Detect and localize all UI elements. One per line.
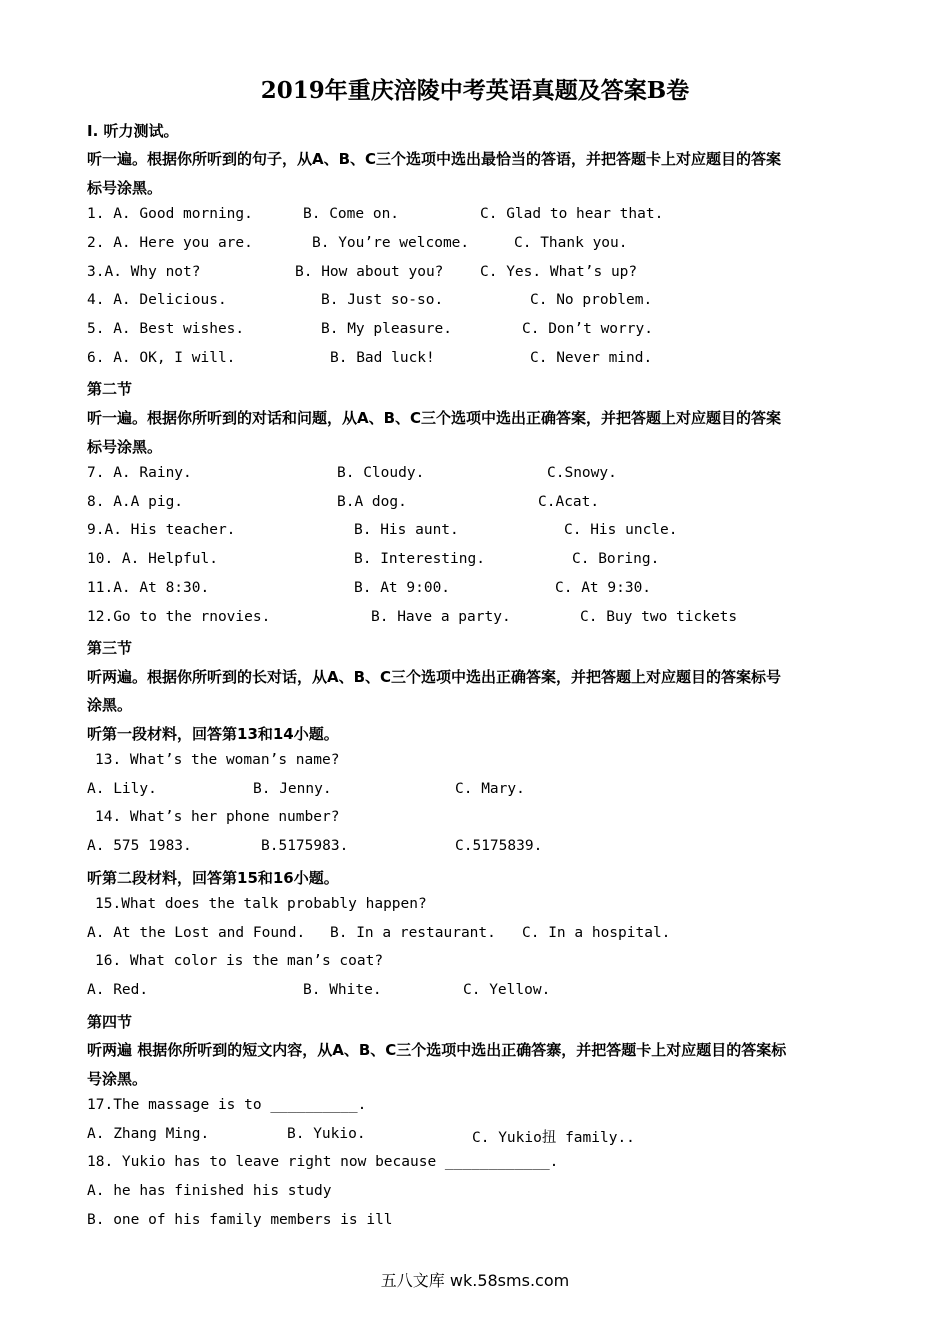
option-a: 8. A.A pig. [87,494,184,510]
option-b: B. His aunt. [354,522,459,538]
option-a: A. Lily. [87,781,157,797]
section4-instruction: 听两遍 根据你所听到的短文内容，从A、B、C三个选项中选出正确答寨，并把答题卡上对应题目的答案标 [87,1041,787,1059]
option-c: C.Snowy. [547,465,617,481]
option-a: 9.A. His teacher. [87,522,236,538]
question-14: 14. What’s her phone number? [95,809,340,825]
option-a: 3.A. Why not? [87,264,201,280]
option-a: 1. A. Good morning. [87,206,253,222]
option-a: 7. A. Rainy. [87,465,192,481]
option-a: 11.A. At 8:30. [87,580,210,596]
footer-watermark: 五八文库 wk.58sms.com [380,1271,570,1290]
option-a: A. Red. [87,982,149,998]
option-c: C. No problem. [530,292,653,308]
option-a: 2. A. Here you are. [87,235,253,251]
option-c: C. Yes. What’s up? [480,264,638,280]
material-2-heading: 听第二段材料，回答第15和16小题。 [87,869,339,887]
section2-instruction-cont: 标号涂黑。 [87,438,163,456]
question-16: 16. What color is the man’s coat? [95,953,384,969]
section4-instruction-cont: 号涂黑。 [87,1070,148,1088]
section1-heading: I. 听力测试。 [87,122,179,140]
option-c: C. Never mind. [530,350,653,366]
option-b: B. Just so-so. [321,292,444,308]
option-c: C. Boring. [572,551,660,567]
section1-instruction-cont: 标号涂黑。 [87,179,163,197]
section3-instruction-cont: 涂黑。 [87,696,133,714]
option-c: C. His uncle. [564,522,678,538]
option-a: 5. A. Best wishes. [87,321,245,337]
option-c: C. Buy two tickets [580,609,738,625]
section2-instruction: 听一遍。根据你所听到的对话和问题，从A、B、C三个选项中选出正确答案，并把答题上对应题目的答案 [87,409,782,427]
option-b: B. Interesting. [354,551,485,567]
option-a: A. At the Lost and Found. [87,925,306,941]
question-17: 17.The massage is to __________. [87,1097,367,1113]
question-18: 18. Yukio has to leave right now because ____________. [87,1154,559,1170]
section3-instruction: 听两遍。根据你所听到的长对话，从A、B、C三个选项中选出正确答案，并把答题上对应题目的答案标号 [87,668,782,686]
option-a: 12.Go to the rnovies. [87,609,271,625]
option-b: B. Have a party. [371,609,511,625]
question-13: 13. What’s the woman’s name? [95,752,340,768]
option-b: B. Come on. [303,206,400,222]
option-b: B.5175983. [261,838,349,854]
option-b: B. Cloudy. [337,465,425,481]
option-a: 6. A. OK, I will. [87,350,236,366]
option-c: C. In a hospital. [522,925,671,941]
page-title: 2019年重庆涪陵中考英语真题及答案B卷 [260,77,690,104]
option-a: 4. A. Delicious. [87,292,227,308]
material-1-heading: 听第一段材料，回答第13和14小题。 [87,725,339,743]
option-c: C. Yukio扭 family.. [472,1130,635,1146]
option-c: C. Don’t worry. [522,321,653,337]
option-b: B. one of his family members is ill [87,1212,393,1228]
option-b: B.A dog. [337,494,407,510]
option-c: C. Yellow. [463,982,551,998]
option-b: B. In a restaurant. [330,925,496,941]
option-b: B. Jenny. [253,781,332,797]
option-a: 10. A. Helpful. [87,551,218,567]
option-b: B. At 9:00. [354,580,451,596]
option-b: B. White. [303,982,382,998]
option-c: C. At 9:30. [555,580,652,596]
option-b: B. My pleasure. [321,321,452,337]
option-c: C. Glad to hear that. [480,206,664,222]
option-b: B. Yukio. [287,1126,366,1142]
option-b: B. You’re welcome. [312,235,470,251]
option-b: B. How about you? [295,264,444,280]
option-c: C.Acat. [538,494,600,510]
option-a: A. 575 1983. [87,838,192,854]
option-a: A. Zhang Ming. [87,1126,210,1142]
option-c: C. Thank you. [514,235,628,251]
option-c: C.5175839. [455,838,543,854]
option-c: C. Mary. [455,781,525,797]
option-a: A. he has finished his study [87,1183,332,1199]
section1-instruction: 听一遍。根据你所听到的句子，从A、B、C三个选项中选出最恰当的答语，并把答题卡上对应题目的答案 [87,150,782,168]
question-15: 15.What does the talk probably happen? [95,896,427,912]
section3-heading: 第三节 [87,639,133,657]
option-b: B. Bad luck! [330,350,435,366]
section2-heading: 第二节 [87,380,133,398]
section4-heading: 第四节 [87,1013,133,1031]
